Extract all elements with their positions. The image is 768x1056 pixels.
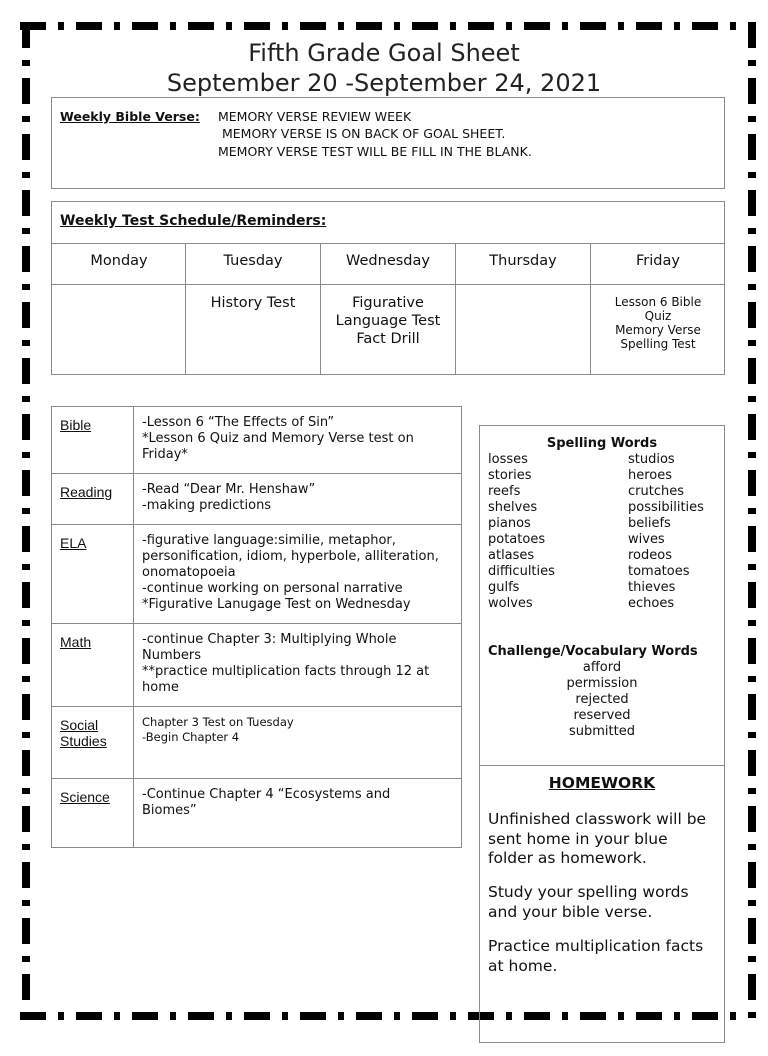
spelling-word: atlases — [488, 548, 535, 563]
day-thursday: Thursday — [489, 253, 557, 269]
list-item — [488, 468, 720, 484]
subject-details — [134, 779, 462, 848]
subject-name: Science — [52, 779, 134, 848]
list-item — [488, 532, 720, 548]
bible-verse-line: MEMORY VERSE REVIEW WEEK — [218, 109, 412, 124]
spelling-word: beliefs — [628, 516, 671, 531]
spelling-word: pianos — [488, 516, 531, 531]
challenge-words-title: Challenge/Vocabulary Words — [488, 644, 698, 659]
list-item — [488, 580, 720, 596]
homework-paragraph — [488, 810, 720, 869]
spelling-word: thieves — [628, 580, 676, 595]
schedule-heading: Weekly Test Schedule/Reminders: — [60, 213, 327, 229]
page-title: Fifth Grade Goal Sheet — [248, 39, 520, 67]
spelling-word: echoes — [628, 596, 675, 611]
table-row — [52, 407, 462, 474]
entry-line: Lesson 6 Bible — [614, 295, 702, 309]
detail-line: -Begin Chapter 4 — [142, 730, 240, 744]
spelling-word: gulfs — [488, 580, 520, 595]
detail-line: -Read “Dear Mr. Henshaw” — [142, 482, 316, 497]
entry-line: Figurative — [352, 295, 424, 311]
bible-verse-box — [51, 97, 725, 189]
subject-details — [134, 525, 462, 624]
spelling-word: heroes — [628, 468, 673, 483]
detail-line: -continue working on personal narrative — [142, 581, 403, 596]
entry-line: Fact Drill — [356, 331, 420, 347]
challenge-word: reserved — [573, 708, 631, 723]
homework-line: Practice multiplication facts — [488, 937, 704, 955]
bible-verse-label: Weekly Bible Verse: — [60, 109, 200, 124]
detail-line: -Lesson 6 “The Effects of Sin” — [142, 415, 335, 430]
challenge-word: rejected — [575, 692, 629, 707]
subject-details — [134, 707, 462, 779]
list-item — [488, 548, 720, 564]
bible-verse-line: MEMORY VERSE IS ON BACK OF GOAL SHEET. — [222, 126, 506, 141]
subject-name-line: Studies — [60, 733, 107, 749]
detail-line: Chapter 3 Test on Tuesday — [142, 715, 294, 729]
homework-line: Study your spelling words — [488, 883, 689, 901]
spelling-word: wives — [628, 532, 665, 547]
homework-paragraph — [488, 883, 720, 922]
spelling-word: difficulties — [488, 564, 555, 579]
subject-name — [52, 707, 134, 779]
date-range: September 20 -September 24, 2021 — [166, 69, 602, 97]
homework-line: and your bible verse. — [488, 902, 653, 921]
detail-line: personification, idiom, hyperbole, alliteration, — [142, 549, 439, 564]
detail-line: home — [142, 680, 179, 695]
table-row — [52, 707, 462, 779]
list-item — [488, 596, 720, 612]
entry-line: Spelling Test — [620, 337, 696, 351]
subject-name: Reading — [52, 474, 134, 525]
subject-details — [134, 407, 462, 474]
homework-paragraph — [488, 937, 720, 976]
spelling-word: crutches — [628, 484, 684, 499]
divider — [52, 243, 724, 244]
tuesday-entry — [186, 294, 320, 312]
detail-line: -Continue Chapter 4 “Ecosystems and — [142, 787, 391, 802]
table-row — [52, 779, 462, 848]
table-row — [52, 624, 462, 707]
spelling-word: shelves — [488, 500, 538, 515]
subject-name: Math — [52, 624, 134, 707]
detail-line: **practice multiplication facts through 12 at — [142, 664, 430, 679]
detail-line: Friday* — [142, 447, 188, 462]
spelling-word: rodeos — [628, 548, 672, 563]
spelling-word: stories — [488, 468, 532, 483]
spelling-word: reefs — [488, 484, 521, 499]
spelling-words-title: Spelling Words — [546, 436, 658, 451]
table-row — [52, 525, 462, 624]
entry-line: Memory Verse — [615, 323, 701, 337]
spelling-word: possibilities — [628, 500, 704, 515]
detail-line: Numbers — [142, 648, 201, 663]
subject-name: Bible — [52, 407, 134, 474]
day-tuesday: Tuesday — [223, 253, 283, 269]
entry-line: History Test — [210, 295, 296, 311]
detail-line: Biomes” — [142, 803, 197, 818]
test-schedule-table — [51, 201, 725, 375]
divider — [480, 765, 724, 766]
entry-line: Language Test — [335, 313, 441, 329]
spelling-word: wolves — [488, 596, 533, 611]
day-monday: Monday — [90, 253, 148, 269]
divider — [52, 284, 724, 285]
list-item — [488, 452, 720, 468]
challenge-word: submitted — [569, 724, 635, 739]
bible-verse-line: MEMORY VERSE TEST WILL BE FILL IN THE BLANK. — [218, 144, 532, 159]
detail-line: onomatopoeia — [142, 565, 236, 580]
detail-line: -figurative language:similie, metaphor, — [142, 533, 396, 548]
detail-line: -making predictions — [142, 498, 272, 513]
list-item — [488, 564, 720, 580]
spelling-word: tomatoes — [628, 564, 690, 579]
subject-details — [134, 474, 462, 525]
list-item — [488, 484, 720, 500]
challenge-word: permission — [566, 676, 638, 691]
list-item — [488, 500, 720, 516]
homework-line: sent home in your blue — [488, 829, 668, 848]
subject-details — [134, 624, 462, 707]
words-homework-panel — [479, 425, 725, 1043]
detail-line: -continue Chapter 3: Multiplying Whole — [142, 632, 397, 647]
homework-line: at home. — [488, 956, 558, 975]
friday-entry — [591, 295, 725, 351]
spelling-word: losses — [488, 452, 528, 467]
homework-line: Unfinished classwork will be — [488, 810, 707, 828]
detail-line: *Lesson 6 Quiz and Memory Verse test on — [142, 431, 414, 446]
detail-line: *Figurative Lanugage Test on Wednesday — [142, 597, 411, 612]
wednesday-entry — [321, 294, 455, 348]
spelling-word: potatoes — [488, 532, 546, 547]
homework-title: HOMEWORK — [548, 774, 656, 792]
day-friday: Friday — [636, 253, 680, 269]
subjects-table — [51, 406, 462, 848]
day-wednesday: Wednesday — [346, 253, 430, 269]
table-row — [52, 474, 462, 525]
subject-name-line: Social — [60, 717, 99, 733]
subject-name: ELA — [52, 525, 134, 624]
homework-line: folder as homework. — [488, 849, 647, 867]
list-item — [488, 516, 720, 532]
entry-line: Quiz — [644, 309, 672, 323]
challenge-word: afford — [582, 660, 622, 675]
spelling-word: studios — [628, 452, 675, 467]
